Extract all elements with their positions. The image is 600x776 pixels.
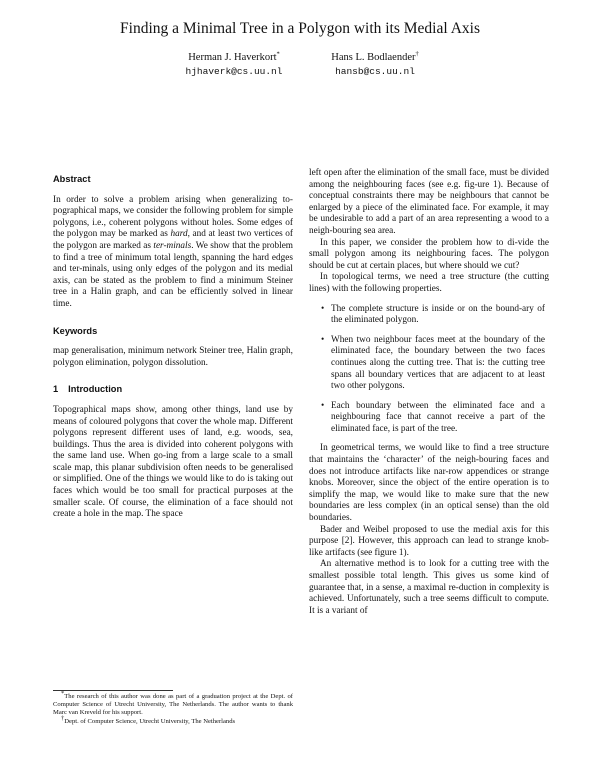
paper-title: Finding a Minimal Tree in a Polygon with its Medial Axis <box>120 20 480 37</box>
section-heading <box>53 384 293 396</box>
left-column <box>53 174 293 521</box>
list-item: • When two neighbour faces meet at the boundary of the eliminated face, the boundary between the two faces continues along the cutting tree. That is: the cutting tree spans all boundary vertices that are adjacent to at least two other polygons. <box>321 334 545 392</box>
property-list <box>309 304 549 436</box>
paragraph: left open after the elimination of the small face, must be divided among the neighbouring faces (see e.g. fig-ure 1). Because of conceptual constraints there may be neighbours that cannot be enlarged by a piece of the eliminated face. For example, it may be undesirable to add a part of an area representing a wood to a neigh-bouring sea area. <box>309 168 549 236</box>
author-1 <box>170 51 298 79</box>
author-email: hansb@cs.uu.nl <box>335 66 415 77</box>
author-2 <box>316 51 434 79</box>
keywords-heading: Keywords <box>53 325 98 336</box>
intro-paragraph: Topographical maps show, among other things, land use by means of coloured polygons that cover the whole map. Different polygons represent different uses of land, e.g. woods, sea, buildings. Thus the area is divided into coherent polygons with the same land use. When go-ing from a large scale to a small scale map, this planar subdivision often needs to be generalised or simplified. One of the things we would like to do is taking out faces which would be too small for practical purposes at the smaller scale. Of course, the elimination of a face should not create a hole in the map. The space <box>53 404 293 520</box>
bullet-icon: • <box>321 303 325 314</box>
bullet-icon: • <box>321 400 325 411</box>
footnote-rule <box>53 690 173 691</box>
author-name: Hans L. Bodlaender <box>331 52 416 63</box>
section-number: 1 <box>53 384 59 395</box>
abstract-text: In order to solve a problem arising when generalizing to-pographical maps, we consider the following problem for simple polygons, i.e., coherent polygons without holes. Some edges of the polygon may be marked as hard, and at least two vertices of the polygon are marked as ter-minals. We show that the problem to find a tree of minimum total length, spanning the hard edges and ter-minals, using only edges of the polygon and its medial axis, can be stated as the problem to find a minimum Steiner tree in a Halin graph, and can be efficiently solved in linear time. <box>53 194 293 309</box>
abstract-heading: Abstract <box>53 174 91 184</box>
list-item: • The complete structure is inside or on the bound-ary of the eliminated polygon. <box>321 303 545 326</box>
paragraph: In this paper, we consider the problem how to di-vide the small polygon among its neighbouring faces. The polygon should be cut at certain places, but where should we cut? <box>309 237 549 271</box>
list-item: • Each boundary between the eliminated face and a neighbouring face that cannot receive a part of the eliminated face, is part of the tree. <box>321 400 545 434</box>
paragraph: Bader and Weibel proposed to use the medial axis for this purpose [2]. However, this approach can lead to strange knob-like artifacts (see figure 1). <box>309 524 549 558</box>
right-column <box>309 168 549 617</box>
section-title: Introduction <box>68 384 123 395</box>
footnotes <box>53 689 293 726</box>
bullet-icon: • <box>321 334 325 345</box>
author-name: Herman J. Haverkort <box>188 52 277 63</box>
keywords-text: map generalisation, minimum network Steiner tree, Halin graph, polygon elimination, polygon dissolution. <box>53 346 293 368</box>
footnote-mark: * <box>276 50 280 58</box>
footnote-2: †Dept. of Computer Science, Utrecht University, The Netherlands <box>61 714 236 725</box>
paragraph: In geometrical terms, we would like to find a tree structure that maintains the ‘character’ of the neigh-bouring faces and does not introduce artifacts like nar-row appendices or strange knobs. Moreover, since the object of the entire operation is to simplify the map, we would like to make sure that the new boundaries are less complex (in an optical sense) than the old boundaries. <box>309 443 549 524</box>
hard-term: hard <box>170 229 188 240</box>
author-email: hjhaverk@cs.uu.nl <box>185 66 283 77</box>
footnote-mark: † <box>415 50 419 58</box>
paragraph: In topological terms, we need a tree structure (the cutting lines) with the following properties. <box>309 272 549 294</box>
paragraph: An alternative method is to look for a cutting tree with the smallest possible total length. This gives us some kind of guarantee that, in a sense, a maximal re-duction in complexity is achieved. Unfortunately, such a tree seems difficult to compute. It is a variant of <box>309 559 549 616</box>
footnote-1: *The research of this author was done as part of a graduation project at the Dept. of Computer Science of Utrecht University, The Netherlands. The author wants to thank Marc van Kreveld for his support. <box>53 689 293 717</box>
terminals-term: ter-minals <box>153 240 192 251</box>
